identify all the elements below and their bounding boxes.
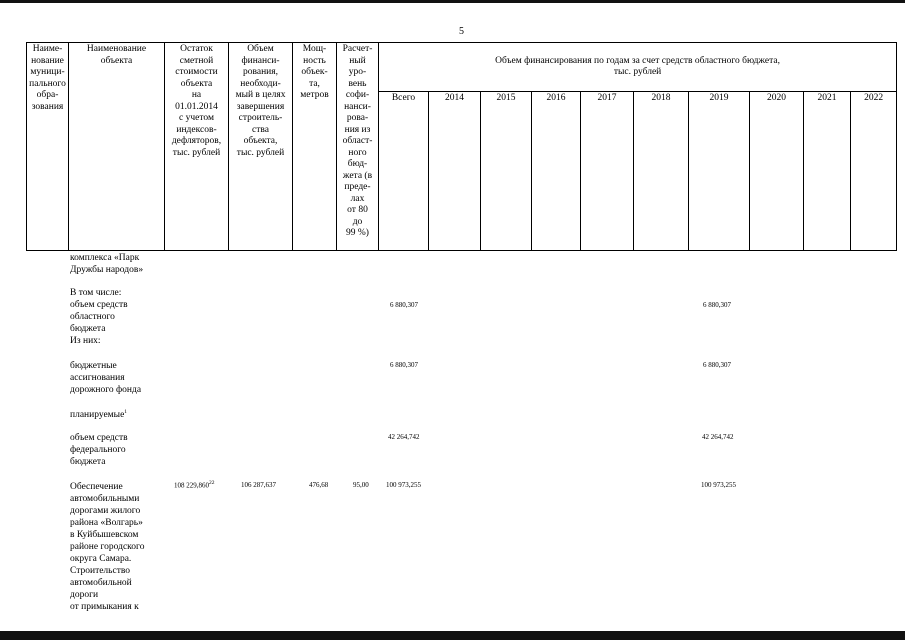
road-fund-2019: 6 880,307 bbox=[703, 361, 731, 369]
header-year: 2014 bbox=[429, 92, 481, 251]
header-year: 2018 bbox=[634, 92, 689, 251]
header-year: 2017 bbox=[581, 92, 634, 251]
header-municipality: Наиме- нование муници- пального обра- зования bbox=[27, 43, 69, 251]
volgar-2019: 100 973,255 bbox=[701, 481, 736, 489]
volgar-object-name: Обеспечение автомобильными дорогами жилого района «Волгарь» в Куйбышевском районе городского округа Самара. Строительство автомобильной дороги от примыкания к bbox=[70, 482, 145, 612]
header-year: 2022 bbox=[851, 92, 897, 251]
header-cofinancing-level: Расчет- ный уро- вень софи- нанси- рова- ния из област- ного бюд- жета (в преде- лах от 80 до 99 %) bbox=[337, 43, 379, 251]
scan-top-edge bbox=[0, 0, 905, 3]
header-funding-title: Объем финансирования по годам за счет средств областного бюджета, тыс. рублей bbox=[379, 43, 897, 92]
scan-bottom-edge bbox=[0, 631, 905, 640]
header-year: 2021 bbox=[804, 92, 851, 251]
regional-budget-label: В том числе: объем средств областного бюджета Из них: bbox=[70, 288, 128, 346]
road-fund-total: 6 880,307 bbox=[390, 361, 418, 369]
federal-budget-label: объем средств федерального бюджета bbox=[70, 433, 128, 467]
volgar-capacity: 476,68 bbox=[309, 481, 329, 489]
footnote-mark: 22 bbox=[209, 480, 215, 486]
page-number: 5 bbox=[459, 26, 464, 37]
regional-budget-total: 6 880,307 bbox=[390, 301, 418, 309]
header-completion-funding: Объем финанси- рования, необходи- мый в целях завершения строитель- ства объекта, тыс. рублей bbox=[229, 43, 293, 251]
header-total: Всего bbox=[379, 92, 429, 251]
header-year: 2016 bbox=[532, 92, 581, 251]
planned-label: планируемые$^1$ bbox=[70, 409, 128, 421]
header-year: 2019 bbox=[689, 92, 750, 251]
federal-budget-2019: 42 264,742 bbox=[702, 433, 734, 441]
regional-budget-2019: 6 880,307 bbox=[703, 301, 731, 309]
header-year: 2020 bbox=[750, 92, 804, 251]
road-fund-label: бюджетные ассигнования дорожного фонда bbox=[70, 361, 142, 395]
header-object-name: Наименование объекта bbox=[69, 43, 165, 251]
header-year: 2015 bbox=[481, 92, 532, 251]
volgar-total: 100 973,255 bbox=[386, 481, 421, 489]
volgar-remaining-cost: 108 229,860$^{22}$ bbox=[174, 480, 215, 490]
header-capacity: Мощ- ность объек- та, метров bbox=[293, 43, 337, 251]
volgar-cofinancing: 95,00 bbox=[353, 481, 369, 489]
header-remaining-cost: Остаток сметной стоимости объекта на 01.01.2014 с учетом индексов- дефляторов, тыс. рублей bbox=[165, 43, 229, 251]
footnote-mark: 1 bbox=[124, 409, 128, 415]
park-name-continuation: комплекса «Парк Дружбы народов» bbox=[70, 253, 144, 275]
header-table bbox=[26, 42, 897, 251]
volgar-completion-funding: 106 287,637 bbox=[241, 481, 276, 489]
federal-budget-total: 42 264,742 bbox=[388, 433, 420, 441]
